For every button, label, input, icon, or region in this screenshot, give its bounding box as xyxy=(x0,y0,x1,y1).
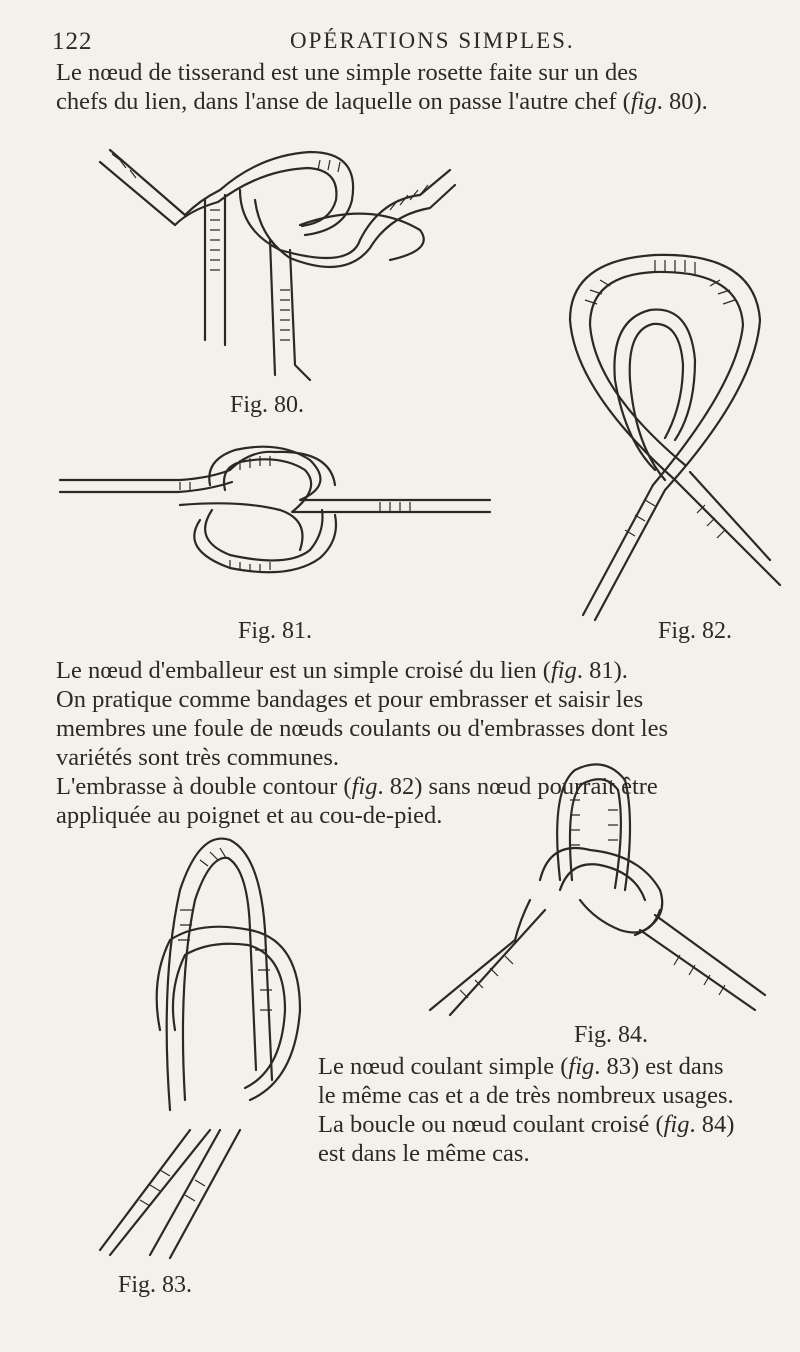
fig-80-caption: Fig. 80. xyxy=(230,392,305,418)
fig-81-caption: Fig. 81. xyxy=(238,618,313,644)
text-line: Le nœud coulant simple (fig. 83) est dans xyxy=(318,1053,724,1080)
page-number: 122 xyxy=(52,28,93,55)
text-line: appliquée au poignet et au cou-de-pied. xyxy=(56,802,443,829)
text-line: variétés sont très communes. xyxy=(56,744,340,771)
text-line: chefs du lien, dans l'anse de laquelle on passe l'autre chef (fig. 80). xyxy=(56,88,708,115)
text-line: est dans le même cas. xyxy=(318,1140,530,1167)
paragraph-slip-knot xyxy=(318,1052,778,1168)
figure-80-weavers-knot xyxy=(90,140,470,390)
text-line: membres une foule de nœuds coulants ou d'embrasses dont les xyxy=(56,715,669,742)
running-head: OPÉRATIONS SIMPLES. xyxy=(290,28,575,53)
paragraph-weavers-knot xyxy=(56,58,768,116)
figure-84-crossed-slip-knot xyxy=(420,760,770,1020)
fig-84-caption: Fig. 84. xyxy=(574,1022,649,1048)
figure-82-double-contour-sling xyxy=(555,240,780,620)
figure-81-packers-knot xyxy=(60,430,500,610)
text-line: Le nœud de tisserand est une simple rosette faite sur un des xyxy=(56,59,638,86)
text-line: Le nœud d'emballeur est un simple croisé du lien (fig. 81). xyxy=(56,657,628,684)
text-line: On pratique comme bandages et pour embrasser et saisir les xyxy=(56,686,644,713)
figure-83-simple-slip-knot xyxy=(100,830,320,1270)
text-line: La boucle ou nœud coulant croisé (fig. 84) xyxy=(318,1111,735,1138)
text-line: L'embrasse à double contour (fig. 82) sans nœud pourrait être xyxy=(56,773,658,800)
text-line: le même cas et a de très nombreux usages. xyxy=(318,1082,734,1109)
fig-83-caption: Fig. 83. xyxy=(118,1272,193,1298)
fig-82-caption: Fig. 82. xyxy=(658,618,733,644)
